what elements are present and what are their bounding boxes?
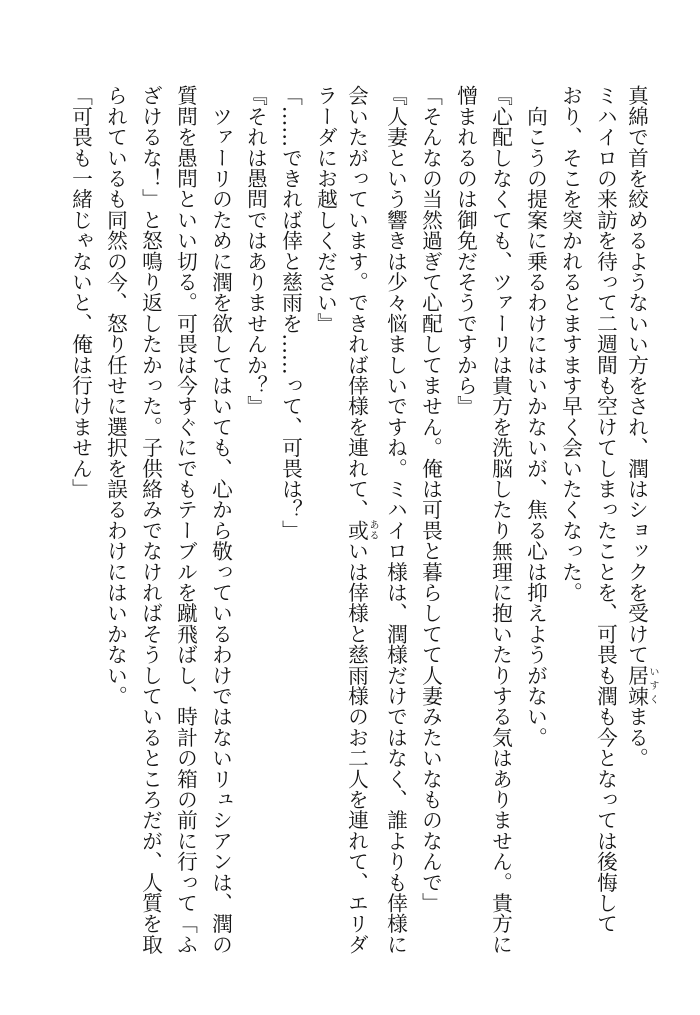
text-line-15: ざけるな！」と怒鳴り返したかった。子供絡みでなければそうしているところだが、人質を取: [138, 85, 163, 955]
text-segment: まる。: [624, 706, 649, 769]
text-line-8: 『人妻という響きは少々悩ましいですね。ミハイロ様は、潤様だけではなく、誰よりも倖様に: [383, 85, 408, 955]
text-line-16: られているも同然の今、怒り任せに選択を誤るわけにはいかない。: [103, 85, 128, 706]
ruby-base: 居竦: [624, 664, 649, 707]
text-line-6: 憎まれるのは御免だそうですから』: [453, 85, 478, 417]
text-line-13: ツァーリのために潤を欲してはいても、心から敬っているわけではないリュシアンは、潤の: [208, 85, 233, 955]
novel-page-text: [63, 85, 658, 960]
text-line-14: 質問を愚問といい切る。可畏は今すぐにでもテーブルを蹴飛ばし、時計の箱の前に行って「ふ: [173, 85, 198, 955]
text-line-5: 『心配しなくても、ツァーリは貴方を洗脳したり無理に抱いたりする気はありません。貴方に: [488, 85, 513, 955]
text-line-9: [343, 85, 378, 960]
ruby-base: 或: [344, 519, 369, 541]
text-segment: いは倖様と慈雨様のお二人を連れて、エリダ: [344, 540, 369, 955]
text-line-1: [623, 85, 658, 960]
ruby-reading: いすく: [647, 664, 658, 706]
text-line-11: 「……できれば倖と慈雨を……って、可畏は？」: [278, 85, 303, 541]
text-line-12: 『それは愚問ではありませんか？』: [243, 85, 268, 417]
ruby-word: [624, 664, 658, 707]
text-line-17: 「可畏も一緒じゃないと、俺は行けません」: [68, 85, 93, 499]
text-line-2: ミハイロの来訪を待って二週間も空けてしまったことを、可畏も潤も今となっては後悔して: [593, 85, 618, 934]
ruby-word: [344, 519, 378, 541]
text-segment: 会いたがっています。できれば倖様を連れて、: [344, 85, 369, 520]
text-line-7: 「そんなの当然過ぎて心配してません。俺は可畏と暮らしてて人妻みたいなものなんで」: [418, 85, 443, 913]
text-line-3: おり、そこを突かれるとますます早く会いたくなった。: [558, 85, 583, 603]
text-line-10: ラーダにお越しください』: [313, 85, 338, 334]
ruby-reading: ある: [367, 519, 378, 541]
text-line-4: 向こうの提案に乗るわけにはいかないが、焦る心は抑えようがない。: [523, 85, 548, 748]
text-segment: 真綿で首を絞めるようないい方をされ、潤はショックを受けて: [624, 85, 649, 665]
